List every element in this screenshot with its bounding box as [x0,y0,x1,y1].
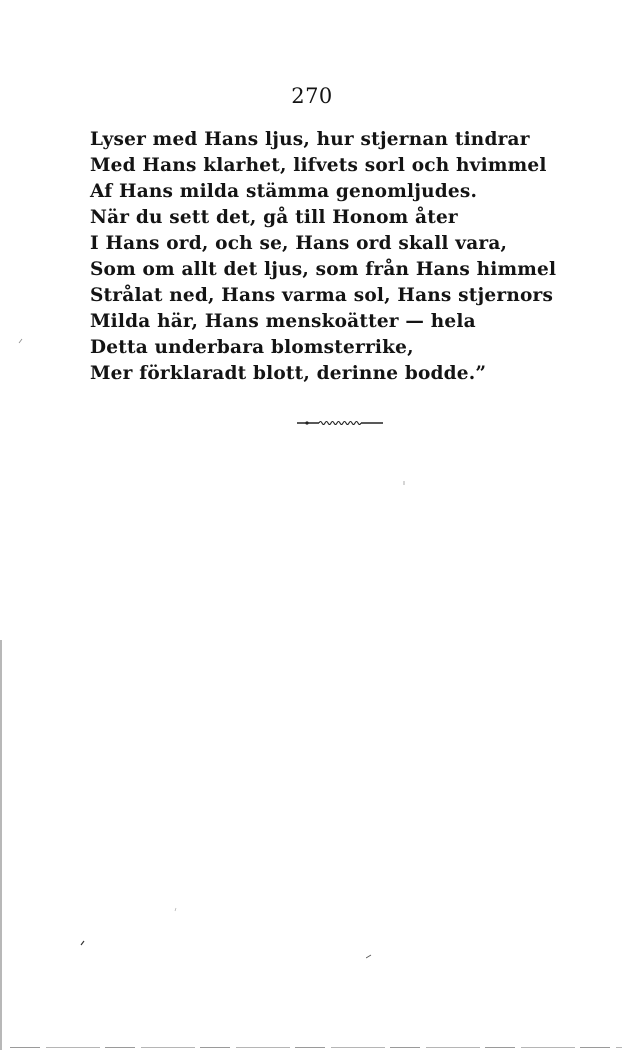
poem-line-3: Af Hans milda stämma genomljudes. [90,181,478,202]
poem-line-7: Strålat ned, Hans varma sol, Hans stjernors [90,285,554,306]
poem-line-10: Mer förklaradt blott, derinne bodde.” [90,363,487,384]
page-number: 270 [291,84,333,108]
poem-line-5: I Hans ord, och se, Hans ord skall vara, [90,233,508,254]
poem-line-2: Med Hans klarhet, lifvets sorl och hvimmel [90,155,547,176]
scan-speck [366,953,372,959]
tail-rule-ornament [295,416,385,430]
poem-text [90,127,557,387]
poem-line-8: Milda här, Hans menskoätter — hela [90,311,476,332]
poem-line-9: Detta underbara blomsterrike, [90,337,414,358]
poem-line-4: När du sett det, gå till Honom åter [90,207,458,228]
poem-line-6: Som om allt det ljus, som från Hans himmel [90,259,557,280]
scan-left-edge [0,640,2,1050]
scan-bottom-edge [10,1047,622,1048]
scan-speck [173,906,179,912]
scan-speck [401,480,407,486]
poem-line-1: Lyser med Hans ljus, hur stjernan tindrar [90,129,530,150]
scan-speck [80,940,86,946]
scan-speck [18,338,24,344]
